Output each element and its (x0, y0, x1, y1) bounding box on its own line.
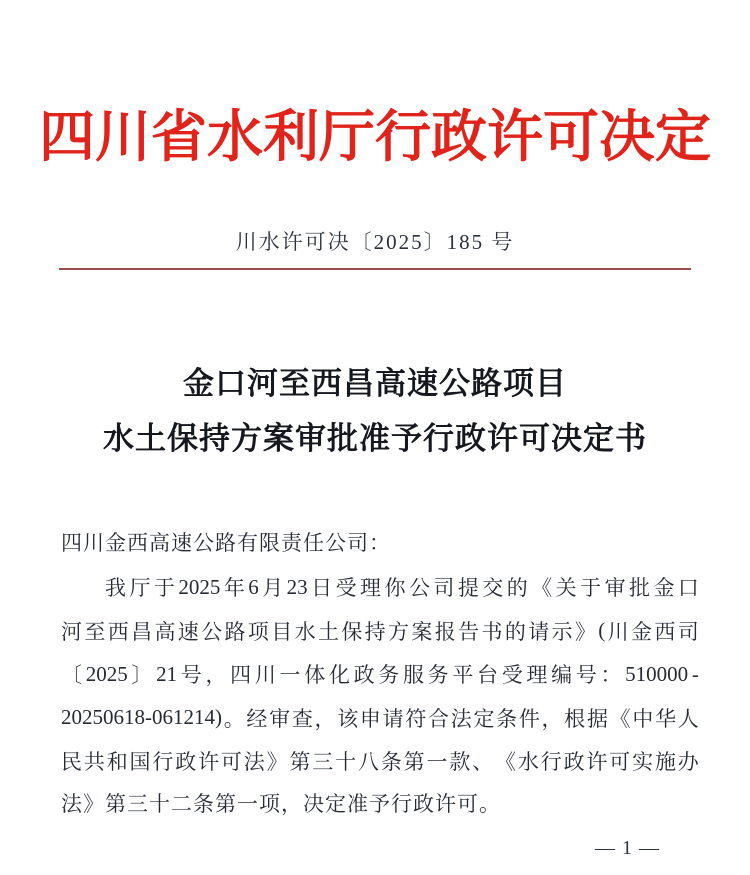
document-header-title: 四川省水利厅行政许可决定 (39, 107, 711, 169)
document-number: 川水许可决〔2025〕185 号 (235, 230, 515, 254)
header-divider-line (59, 268, 691, 270)
body-text-line: 〔 2025 〕 21 号 ， 四 川 一 体 化 政 务 服 务 平 台 受 理 编 号 ： 510000 - (61, 661, 699, 688)
body-text-line: 河 至 西 昌 高 速 公 路 项 目 水 土 保 持 方 案 报 告 书 的 请 示 》 ( 川 金 西 司 (61, 618, 699, 644)
document-title-line2: 水土保持方案审批准予行政许可决定书 (103, 421, 647, 456)
page-number: — 1 — (595, 837, 660, 859)
document-body (61, 522, 699, 827)
salutation-line: 四川金西高速公路有限责任公司： (61, 531, 391, 555)
document-title-line1: 金口河至西昌高速公路项目 (183, 366, 567, 401)
body-text-line: 民 共 和 国 行 政 许 可 法 》 第 三 十 八 条 第 一 款 、 《 水 行 政 许 可 实 施 办 (61, 750, 699, 775)
body-text-line-last: 法》第三十二条第一项，决定准予行政许可。 (61, 792, 501, 816)
body-text-line: 我 厅 于 2025 年 6 月 23 日 受 理 你 公 司 提 交 的 《 关 于 审 批 金 口 (105, 574, 699, 601)
body-text-line: 20250618-061214) 。 经 审 查 ， 该 申 请 符 合 法 定 条 件 ， 根 据 《 中 华 人 (61, 705, 699, 731)
